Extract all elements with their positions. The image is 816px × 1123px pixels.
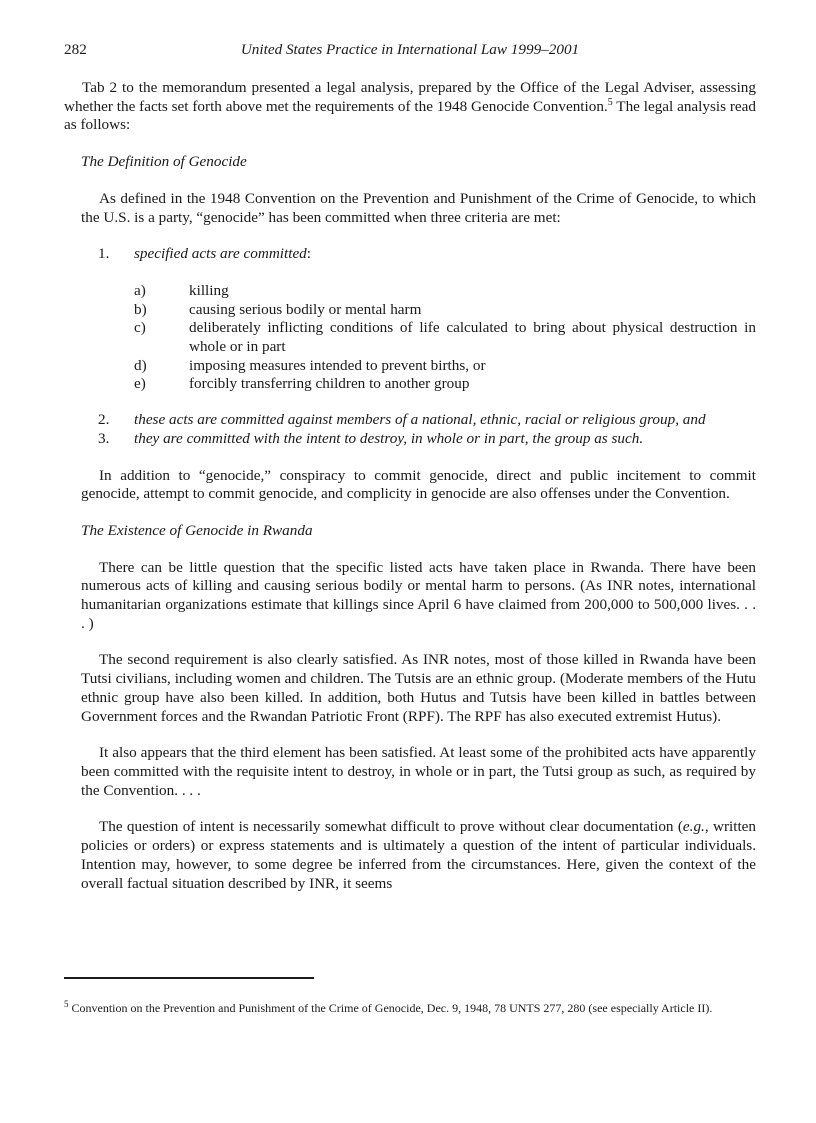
footnote-ref: 5 xyxy=(607,96,613,108)
footnote: $^5$ Convention on the Prevention and Punishment of the Crime of Genocide, Dec. 9, 1948, 78 UNTS 277, 280 (see especially Article II). xyxy=(64,999,713,1015)
criterion-item: 2. these acts are committed against members of a national, ethnic, racial or religious group, and xyxy=(98,411,706,429)
intro-paragraph: Tab 2 to the memorandum presented a legal analysis, prepared by the Office of the Legal Adviser, assessing whether the facts set forth above met the requirements of the 1948 Genocide Convention.$^5$ The legal analysis read as follows: xyxy=(64,79,756,134)
list-item: d) imposing measures intended to prevent births, or xyxy=(134,356,486,374)
page-header xyxy=(64,40,756,60)
definition-paragraph: As defined in the 1948 Convention on the Prevention and Punishment of the Crime of Genocide, to which the U.S. is a party, “genocide” has been committed when three criteria are met: xyxy=(81,189,756,226)
footnote-number: 5 xyxy=(64,999,69,1009)
running-title: United States Practice in International Law 1999–2001 xyxy=(240,41,580,58)
page-number: 282 xyxy=(64,41,87,58)
page-body xyxy=(64,79,756,893)
list-item: a) killing xyxy=(134,281,229,299)
criterion-item: 3. they are committed with the intent to destroy, in whole or in part, the group as such. xyxy=(98,429,644,447)
rwanda-paragraph-1: There can be little question that the specific listed acts have taken place in Rwanda. There have been numerous acts of killing and causing serious bodily or mental harm to persons. (As INR notes, international humanitarian organizations estimate that killings since April 6 have claimed from 200,000 to 500,000 lives. . . . ) xyxy=(81,558,756,632)
offenses-paragraph: In addition to “genocide,” conspiracy to commit genocide, direct and public incitement to commit genocide, attempt to commit genocide, and complicity in genocide are also offenses under the Convention. xyxy=(81,466,756,503)
list-item: e) forcibly transferring children to another group xyxy=(134,375,470,393)
section-heading-definition: The Definition of Genocide xyxy=(81,153,247,171)
footnote-divider xyxy=(64,977,314,979)
rwanda-paragraph-4: The question of intent is necessarily somewhat difficult to prove without clear documentation (e.g., written policies or orders) or express statements and is ultimately a question of the intent of particular individuals. Intention may, however, to some degree be inferred from the circumstances. Here, given the context of the overall factual situation described by INR, it seems xyxy=(81,818,756,892)
section-heading-rwanda: The Existence of Genocide in Rwanda xyxy=(81,521,313,539)
rwanda-paragraph-2: The second requirement is also clearly satisfied. As INR notes, most of those killed in Rwanda have been Tutsi civilians, including women and children. The Tutsis are an ethnic group. (Moderate members of the Hutu ethnic group have also been killed. In addition, both Hutus and Tutsis have been killed in battles between Government forces and the Rwandan Patriotic Front (RPF). The RPF has also executed extremist Hutus). xyxy=(81,651,756,725)
list-item: b) causing serious bodily or mental harm xyxy=(134,300,422,318)
list-item: c) deliberately inflicting conditions of life calculated to bring about physical destruction in whole or in part xyxy=(134,319,756,356)
criterion-item: 1. specified acts are committed: xyxy=(98,245,312,263)
acts-list xyxy=(134,282,756,394)
rwanda-paragraph-3: It also appears that the third element has been satisfied. At least some of the prohibited acts have apparently been committed with the requisite intent to destroy, in whole or in part, the Tutsi group as such, as required by the Convention. . . . xyxy=(81,744,756,799)
